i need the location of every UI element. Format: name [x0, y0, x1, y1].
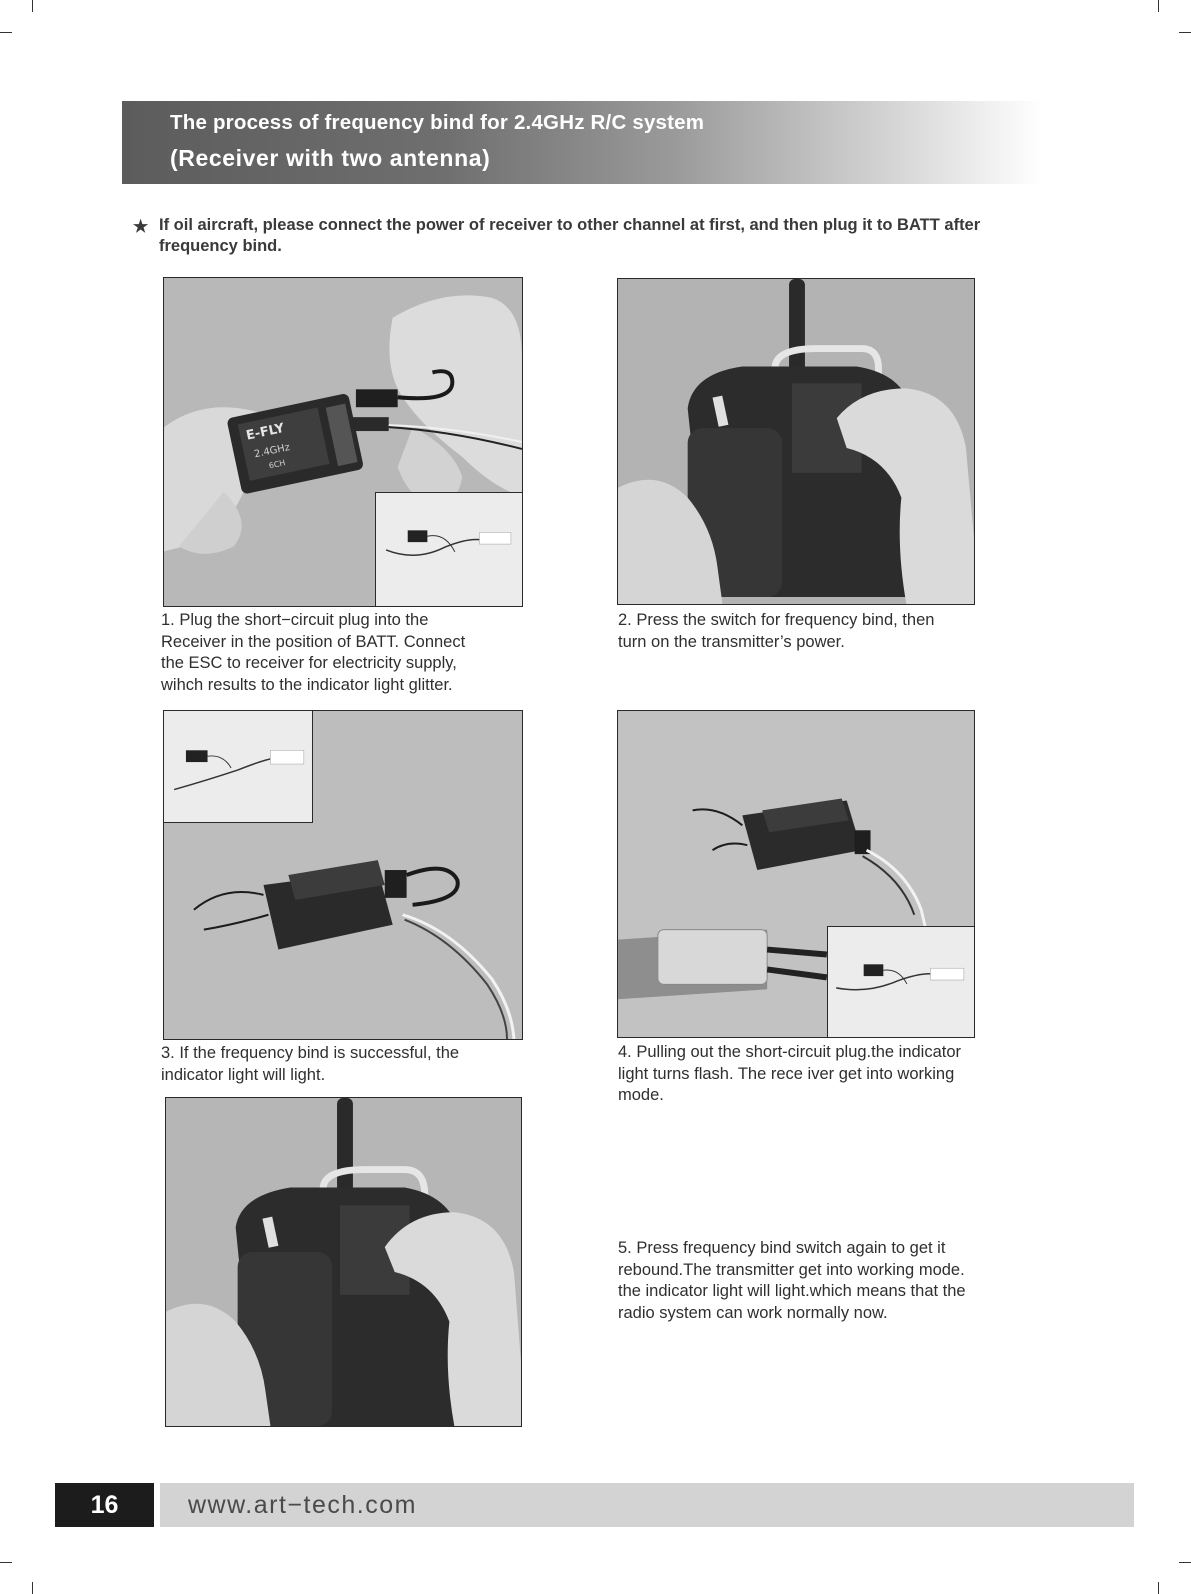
receiver-freq: 2.4GHz [253, 442, 291, 461]
step-3-inset-photo [163, 710, 313, 823]
receiver-brand: E-FLY [244, 420, 286, 444]
footer-bar [160, 1483, 1134, 1527]
hands-holding-transmitter-illustration [618, 279, 974, 604]
caption-line: 3. If the frequency bind is successful, the [161, 1044, 460, 1062]
caption-line: 4. Pulling out the short-circuit plug.the indicator [618, 1043, 962, 1061]
crop-mark-top-left-v [32, 0, 33, 12]
step-2-caption [618, 610, 1068, 653]
step-4-inset-photo [827, 926, 975, 1038]
caption-line: indicator light will light. [161, 1065, 326, 1084]
header-title: The process of frequency bind for 2.4GHz R/C system [170, 111, 705, 134]
crop-mark-top-right-v [1158, 0, 1159, 12]
receiver-esc-overview-icon [376, 493, 522, 606]
step-1-caption [161, 610, 541, 696]
step-1-inset-photo [375, 492, 523, 607]
step-4-caption [618, 1042, 1088, 1107]
step-2-photo [617, 278, 975, 605]
crop-mark-bottom-right-v [1158, 1582, 1159, 1594]
step-5-caption [618, 1238, 1078, 1324]
caption-line: 2. Press the switch for frequency bind, then [618, 611, 935, 629]
caption-line: the ESC to receiver for electricity supply, [161, 654, 457, 672]
caption-line: rebound.The transmitter get into working mode. [618, 1260, 965, 1279]
header-subtitle: (Receiver with two antenna) [170, 145, 491, 171]
crop-mark-bottom-left-v [32, 1582, 33, 1594]
caption-line: light turns flash. The rece iver get into working [618, 1064, 955, 1083]
receiver-esc-overview-icon [164, 711, 312, 822]
caption-line: 1. Plug the short−circuit plug into the [161, 611, 429, 629]
section-header [122, 101, 1042, 184]
receiver-channels: 6CH [268, 458, 287, 471]
crop-mark-bottom-left-h [0, 1562, 12, 1563]
footer-url: www.art−tech.com [188, 1491, 417, 1519]
crop-mark-top-left-h [0, 32, 12, 33]
warning-note-text: If oil aircraft, please connect the power of receiver to other channel at first, and then plug it to BATT after frequency bind. [159, 216, 981, 255]
hands-holding-transmitter-illustration [166, 1098, 521, 1426]
step-3-caption [161, 1043, 561, 1086]
caption-line: turn on the transmitter’s power. [618, 632, 845, 651]
caption-line: Receiver in the position of BATT. Connect [161, 632, 466, 651]
star-icon: ★ [133, 217, 149, 236]
crop-mark-bottom-right-h [1179, 1562, 1191, 1563]
receiver-esc-overview-icon [828, 927, 974, 1037]
step-5-photo [165, 1097, 522, 1427]
page-number: 16 [55, 1483, 154, 1527]
caption-line: wihch results to the indicator light glitter. [161, 675, 453, 694]
caption-line: the indicator light will light.which means that the [618, 1282, 966, 1300]
crop-mark-top-right-h [1179, 32, 1191, 33]
caption-line: radio system can work normally now. [618, 1303, 888, 1322]
caption-line: mode. [618, 1086, 664, 1104]
warning-note [133, 215, 1063, 257]
caption-line: 5. Press frequency bind switch again to get it [618, 1239, 946, 1257]
